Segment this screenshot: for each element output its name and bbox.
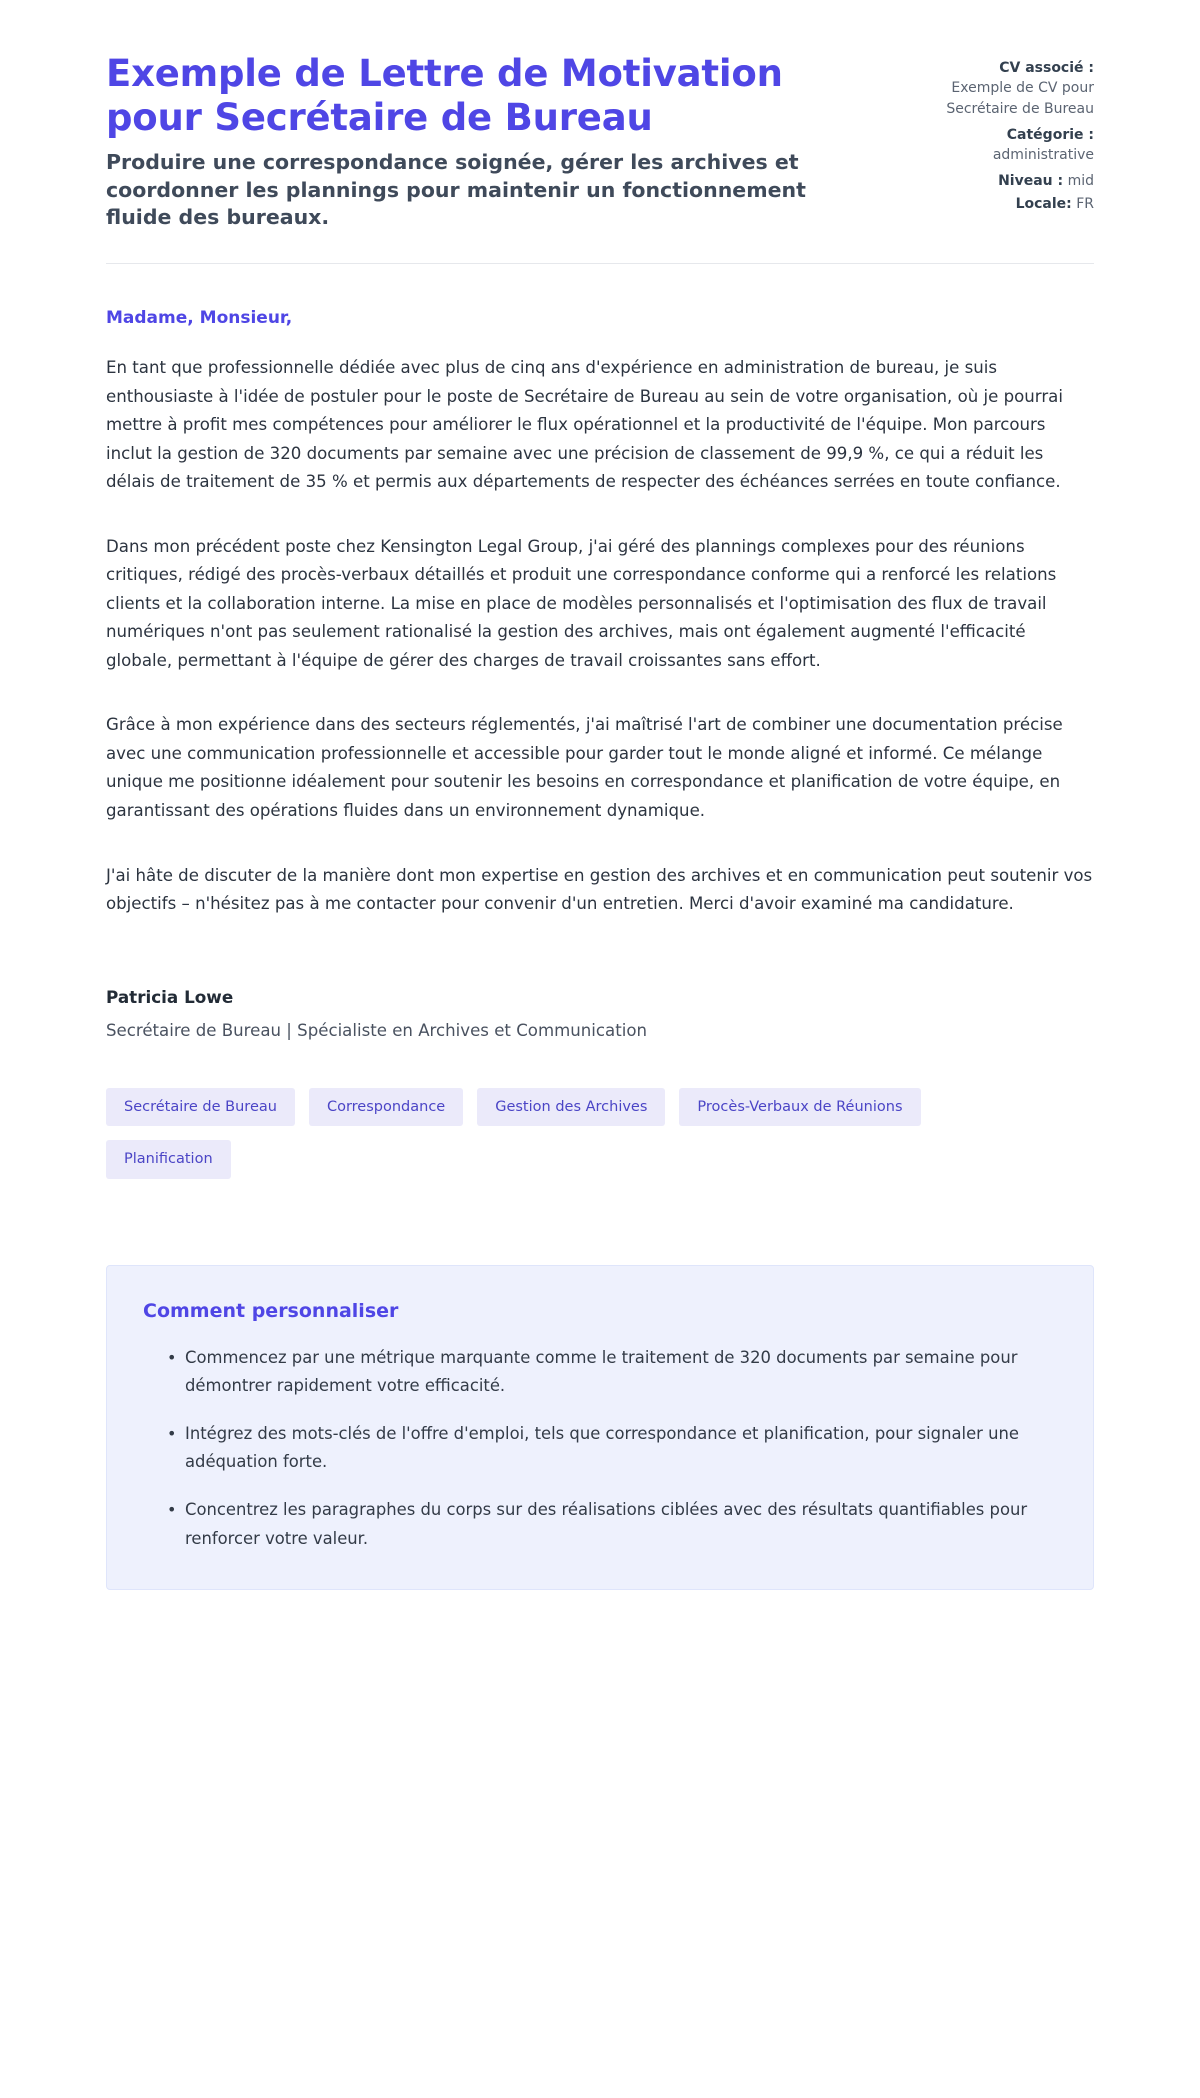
meta-locale-label: Locale:	[1015, 195, 1072, 212]
tag-chip[interactable]: Procès-Verbaux de Réunions	[679, 1088, 920, 1127]
meta-level-label: Niveau :	[998, 173, 1064, 190]
document-metadata	[894, 52, 1094, 216]
letter-body	[106, 308, 1094, 919]
letter-paragraph: Grâce à mon expérience dans des secteurs réglementés, j'ai maîtrisé l'art de combiner une documentation précise avec une communication professionnelle et accessible pour garder tout le monde aligné et informé. Ce mélange unique me positionne idéalement pour soutenir les besoins en correspondance et planification de votre équipe, en garantissant des opérations fluides dans un environnement dynamique.	[106, 715, 1063, 820]
page-subtitle: Produire une correspondance soignée, gérer les archives et coordonner les plannings pour maintenir un fonctionnement fluide des bureaux.	[106, 150, 806, 229]
meta-category-label: Catégorie :	[1006, 126, 1094, 143]
list-item: • Concentrez les paragraphes du corps sur des réalisations ciblées avec des résultats quantifiables pour renforcer votre valeur.	[167, 1496, 1057, 1552]
meta-locale-value: FR	[1076, 195, 1094, 212]
header-title-block	[106, 52, 854, 231]
customization-callout	[106, 1265, 1094, 1590]
meta-level-value: mid	[1067, 173, 1094, 190]
letter-paragraph: J'ai hâte de discuter de la manière dont mon expertise en gestion des archives et en communication peut soutenir vos objectifs – n'hésitez pas à me contacter pour convenir d'un entretien. Merci d'avoir examiné ma candidature.	[106, 865, 1093, 914]
meta-category-value: administrative	[992, 147, 1094, 164]
tag-chip[interactable]: Secrétaire de Bureau	[106, 1088, 295, 1127]
tag-list	[106, 1088, 1006, 1179]
signature-role: Secrétaire de Bureau | Spécialiste en Archives et Communication	[106, 1020, 647, 1040]
letter-paragraph: En tant que professionnelle dédiée avec plus de cinq ans d'expérience en administration de bureau, je suis enthousiaste à l'idée de postuler pour le poste de Secrétaire de Bureau au sein de votre organisation, où je pourrai mettre à profit mes compétences pour améliorer le flux opérationnel et la productivité de l'équipe. Mon parcours inclut la gestion de 320 documents par semaine avec une précision de classement de 99,9 %, ce qui a réduit les délais de traitement de 35 % et permis aux départements de respecter des échéances serrées en toute confiance.	[106, 358, 1063, 492]
list-item: • Intégrez des mots-clés de l'offre d'emploi, tels que correspondance et planification, pour signaler une adéquation forte.	[167, 1420, 1057, 1476]
document-header	[106, 52, 1094, 231]
meta-category	[894, 125, 1094, 166]
callout-title: Comment personnaliser	[143, 1299, 399, 1322]
letter-salutation: Madame, Monsieur,	[106, 308, 293, 329]
tag-chip[interactable]: Gestion des Archives	[477, 1088, 665, 1127]
letter-paragraph: Dans mon précédent poste chez Kensington Legal Group, j'ai géré des plannings complexes pour des réunions critiques, rédigé des procès-verbaux détaillés et produit une correspondance conforme qui a renforcé les relations clients et la collaboration interne. La mise en place de modèles personnalisés et l'optimisation des flux de travail numériques n'ont pas seulement rationalisé la gestion des archives, mais ont également augmenté l'efficacité globale, permettant à l'équipe de gérer des charges de travail croissantes sans effort.	[106, 536, 1057, 670]
meta-associated-cv	[894, 58, 1094, 119]
header-divider	[106, 263, 1094, 264]
tag-chip[interactable]: Correspondance	[309, 1088, 463, 1127]
signature-name: Patricia Lowe	[106, 986, 234, 1007]
meta-associated-cv-label: CV associé :	[999, 60, 1094, 76]
callout-list	[143, 1344, 1057, 1553]
meta-level	[894, 171, 1094, 191]
list-item: • Commencez par une métrique marquante comme le traitement de 320 documents par semaine pour démontrer rapidement votre efficacité.	[167, 1344, 1057, 1400]
page-title: Exemple de Lettre de Motivation pour Secrétaire de Bureau	[106, 52, 783, 139]
meta-associated-cv-value: Exemple de CV pour Secrétaire de Bureau	[946, 80, 1094, 117]
tag-chip[interactable]: Planification	[106, 1140, 231, 1179]
meta-locale	[894, 194, 1094, 214]
signature-block	[106, 987, 1094, 1040]
